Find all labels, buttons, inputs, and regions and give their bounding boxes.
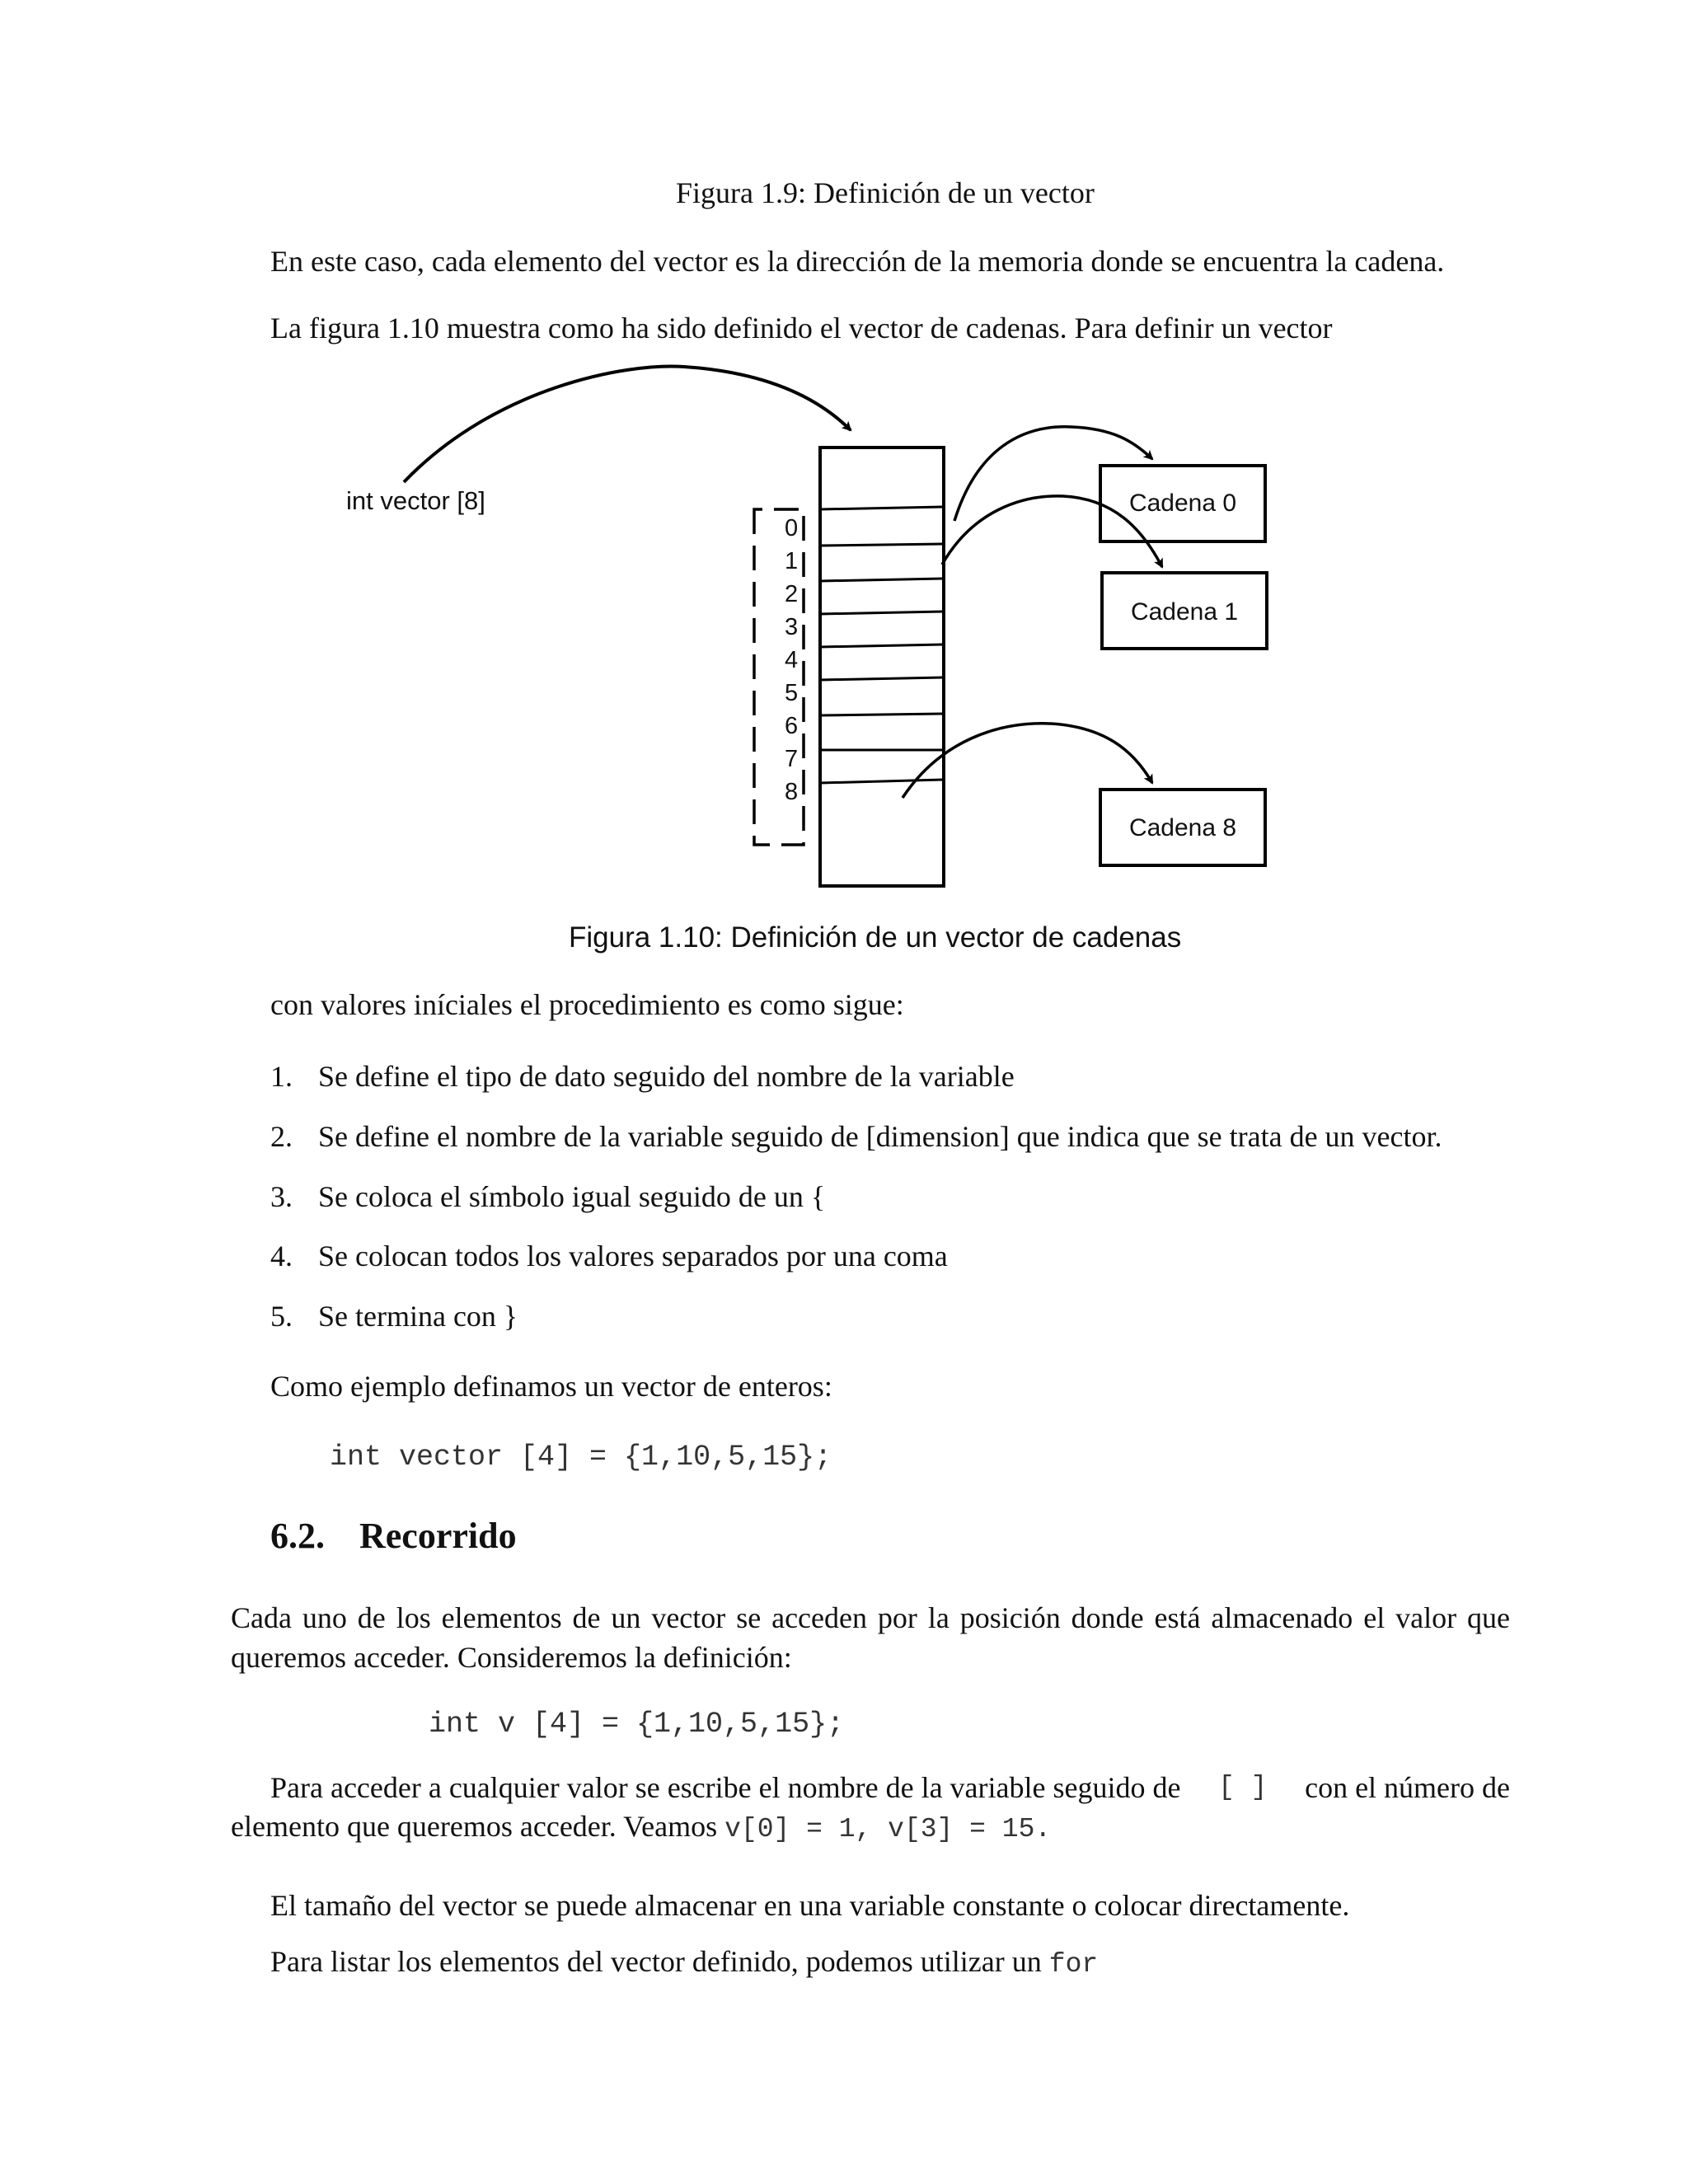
index-label: 2 — [785, 581, 799, 607]
paragraph-6-tail: con el número de — [1305, 1771, 1510, 1804]
cadena-1-label: Cadena 1 — [1130, 598, 1239, 626]
index-label: 4 — [785, 647, 799, 673]
vector-label: int vector [8] — [346, 486, 485, 515]
index-label: 3 — [785, 614, 799, 640]
list-item-number: 1. — [270, 1060, 293, 1093]
list-item-number: 5. — [270, 1300, 293, 1333]
vector-diagram — [0, 0, 1688, 907]
list-item-number: 2. — [270, 1120, 293, 1153]
index-label: 0 — [785, 515, 799, 541]
index-label: 5 — [785, 680, 799, 706]
paragraph-2: La figura 1.10 muestra como ha sido definido el vector de cadenas. Para definir un vector — [270, 312, 1333, 344]
list-item: Se termina con } — [318, 1300, 518, 1333]
paragraph-6-line-1 — [270, 1769, 1510, 1806]
paragraph-7: El tamaño del vector se puede almacenar en una variable constante o colocar directamente. — [270, 1889, 1350, 1922]
vector-block — [820, 448, 944, 886]
paragraph-5-line-1: Cada uno de los elementos de un vector se acceden por la posición donde está almacenado el valor que — [231, 1601, 1510, 1634]
code-example-2: int v [4] = {1,10,5,15}; — [429, 1708, 845, 1741]
list-item: Se define el tipo de dato seguido del nombre de la variable — [318, 1060, 1015, 1093]
code-example-1: int vector [4] = {1,10,5,15}; — [330, 1441, 832, 1474]
paragraph-8-text: Para listar los elementos del vector definido, podemos utilizar un — [270, 1945, 1042, 1978]
index-label: 1 — [785, 548, 799, 574]
arrow-to-vector — [404, 366, 851, 482]
paragraph-1: En este caso, cada elemento del vector es la dirección de la memoria donde se encuentra la cadena. — [270, 245, 1445, 278]
list-item: Se colocan todos los valores separados por una coma — [318, 1240, 948, 1272]
section-number: 6.2. — [270, 1516, 325, 1556]
paragraph-6-text: Para acceder a cualquier valor se escribe el nombre de la variable seguido de — [270, 1771, 1181, 1804]
index-label: 7 — [785, 746, 799, 772]
inline-code-brackets: [ ] — [1218, 1772, 1268, 1802]
cadena-8-label: Cadena 8 — [1128, 814, 1237, 841]
section-title: Recorrido — [359, 1516, 517, 1556]
list-item: Se coloca el símbolo igual seguido de un { — [318, 1180, 826, 1213]
inline-code-for: for — [1048, 1949, 1099, 1980]
list-item: Se define el nombre de la variable seguido de [dimension] que indica que se trata de un vector. — [318, 1120, 1442, 1153]
inline-code-example: v[0] = 1, v[3] = 15. — [724, 1814, 1052, 1844]
paragraph-3: con valores iníciales el procedimiento es como sigue: — [270, 988, 904, 1021]
index-label: 6 — [785, 713, 799, 739]
paragraph-4: Como ejemplo definamos un vector de enteros: — [270, 1370, 832, 1403]
list-item-number: 4. — [270, 1240, 293, 1272]
figure-1-10-caption: Figura 1.10: Definición de un vector de cadenas — [569, 921, 1182, 954]
paragraph-8 — [270, 1943, 1098, 1983]
paragraph-6-line-2 — [231, 1808, 1051, 1848]
figure-1-9-caption: Figura 1.9: Definición de un vector — [676, 176, 1095, 209]
arrow-to-cadena-8 — [903, 724, 1152, 798]
vector-cell-dividers — [820, 507, 944, 783]
index-label: 8 — [785, 779, 799, 805]
paragraph-6-text-2: elemento que queremos acceder. Veamos — [231, 1810, 718, 1843]
cadena-0-label: Cadena 0 — [1128, 490, 1237, 517]
list-item-number: 3. — [270, 1180, 293, 1213]
paragraph-5-line-2: queremos acceder. Consideremos la definición: — [231, 1641, 792, 1674]
